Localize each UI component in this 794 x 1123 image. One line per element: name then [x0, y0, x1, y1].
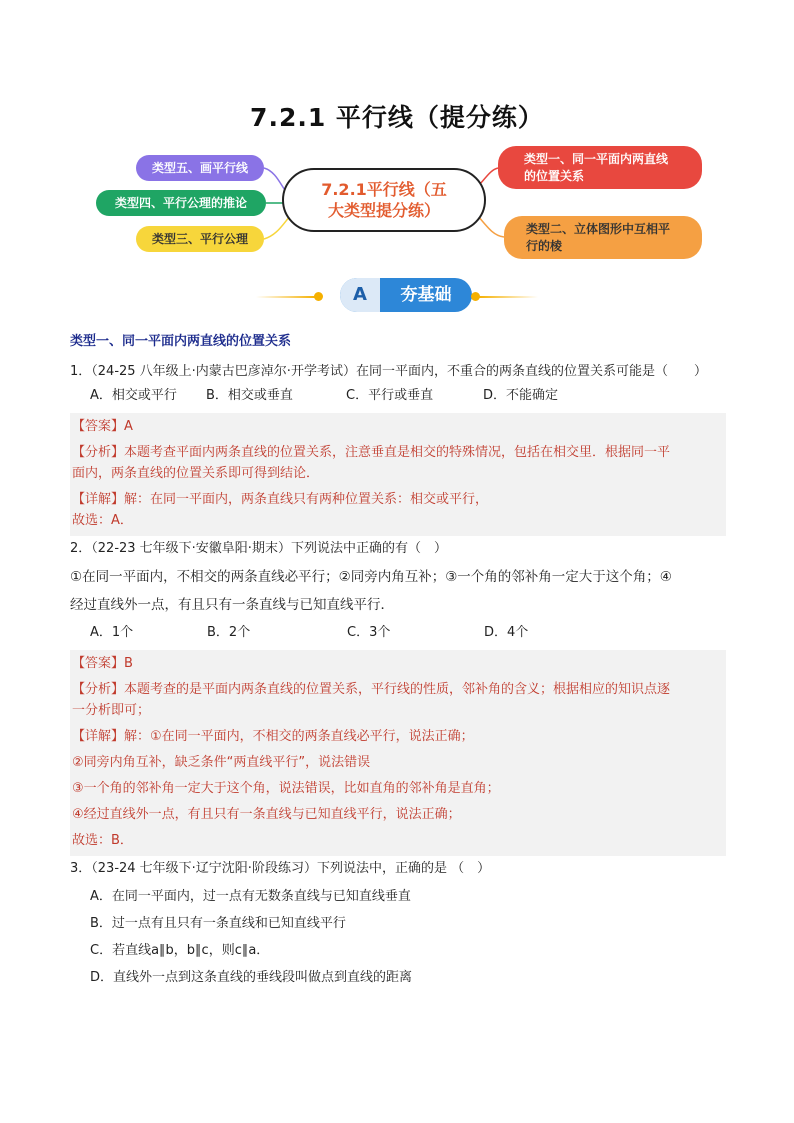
mindmap-node-type3: 类型三、平行公理 — [136, 226, 264, 252]
mindmap-node-type1 — [498, 146, 702, 189]
analysis-row-cont: 一分析即可； — [72, 703, 151, 718]
answer-row — [70, 413, 726, 439]
mindmap-center-line1: 7.2.1平行线（五 — [321, 180, 447, 199]
detail-row — [70, 723, 726, 749]
detail-text: 解：在同一平面内，两条直线只有两种位置关系：相交或平行， — [124, 492, 489, 507]
mindmap-center-line2: 大类型提分练） — [327, 201, 440, 220]
analysis-text: 本题考查的是平面内两条直线的位置关系，平行线的性质，邻补角的含义；根据相应的知识点逐 — [124, 682, 671, 697]
option: C．3个 — [347, 625, 391, 640]
banner-line-left — [256, 296, 316, 298]
mindmap-node-type1-line2: 的位置关系 — [524, 169, 585, 183]
section-heading: 类型一、同一平面内两直线的位置关系 — [70, 334, 292, 349]
question-3-option-c: C．若直线a∥b，b∥c，则c∥a． — [90, 943, 270, 958]
banner-letter: A — [340, 278, 380, 312]
answer-value: A — [124, 419, 133, 434]
analysis-row — [70, 676, 726, 702]
question-3-option-d: D．直线外一点到这条直线的垂线段叫做点到直线的距离 — [90, 970, 413, 985]
question-3-option-b: B．过一点有且只有一条直线和已知直线平行 — [90, 916, 346, 931]
question-2-options — [90, 624, 726, 642]
question-1-solution — [70, 413, 726, 536]
analysis-row-cont: 面内，两条直线的位置关系即可得到结论． — [72, 466, 320, 481]
detail-row-2: ②同旁内角互补，缺乏条件“两直线平行”，说法错误 — [72, 755, 371, 770]
answer-label: 【答案】 — [72, 656, 125, 671]
analysis-text: 本题考查平面内两条直线的位置关系，注意垂直是相交的特殊情况，包括在相交里．根据同一平 — [124, 445, 671, 460]
banner-line-right — [478, 296, 538, 298]
option: D．不能确定 — [483, 388, 559, 403]
section-banner — [256, 278, 538, 314]
question-2-body-2: 经过直线外一点，有且只有一条直线与已知直线平行． — [70, 597, 394, 613]
question-2-body-1: ①在同一平面内，不相交的两条直线必平行；②同旁内角互补；③一个角的邻补角一定大于这个角；④ — [70, 569, 672, 585]
question-1-stem: 1．（24-25 八年级上·内蒙古巴彦淖尔·开学考试）在同一平面内，不重合的两条直线的位置关系可能是（ ） — [70, 364, 707, 379]
question-2-solution — [70, 650, 726, 856]
mindmap-node-type1-line1: 类型一、同一平面内两直线 — [524, 152, 669, 166]
content — [70, 333, 726, 996]
answer-value: B — [124, 656, 133, 671]
page-title: 7.2.1 平行线（提分练） — [250, 103, 544, 132]
detail-row-4: ④经过直线外一点，有且只有一条直线与已知直线平行，说法正确； — [72, 807, 461, 822]
detail-text: 解：①在同一平面内，不相交的两条直线必平行，说法正确； — [124, 729, 474, 744]
answer-label: 【答案】 — [72, 419, 125, 434]
analysis-label: 【分析】 — [72, 682, 125, 697]
choose-row: 故选：B． — [72, 833, 133, 848]
banner-pill — [340, 278, 472, 312]
analysis-row — [70, 439, 726, 465]
detail-row-3: ③一个角的邻补角一定大于这个角，说法错误，比如直角的邻补角是直角； — [72, 781, 500, 796]
banner-dot-left — [314, 292, 323, 301]
mindmap-node-type2 — [504, 216, 702, 259]
mindmap-node-type4: 类型四、平行公理的推论 — [96, 190, 266, 216]
question-3-option-a: A．在同一平面内，过一点有无数条直线与已知直线垂直 — [90, 889, 411, 904]
mindmap-center — [282, 168, 486, 232]
detail-label: 【详解】 — [72, 729, 125, 744]
banner-text: 夯基础 — [400, 285, 452, 305]
question-3-stem: 3．（23-24 七年级下·辽宁沈阳·阶段练习）下列说法中，正确的是 （ ） — [70, 861, 491, 876]
option: A．1个 — [90, 625, 134, 640]
option: B．相交或垂直 — [206, 388, 293, 403]
question-2-stem: 2．（22-23 七年级下·安徽阜阳·期末）下列说法中正确的有（ ） — [70, 541, 447, 556]
analysis-label: 【分析】 — [72, 445, 125, 460]
option: B．2个 — [207, 625, 251, 640]
detail-label: 【详解】 — [72, 492, 125, 507]
option: C．平行或垂直 — [346, 388, 434, 403]
option: A．相交或平行 — [90, 388, 177, 403]
question-1-options — [90, 387, 726, 405]
choose-row: 故选：A． — [72, 513, 133, 528]
mindmap-node-type5: 类型五、画平行线 — [136, 155, 264, 181]
mindmap-node-type2-line2: 行的棱 — [526, 239, 563, 253]
option: D．4个 — [484, 625, 529, 640]
mindmap-node-type2-line1: 类型二、立体图形中互相平 — [526, 222, 671, 236]
detail-row — [70, 486, 726, 512]
answer-row — [70, 650, 726, 676]
